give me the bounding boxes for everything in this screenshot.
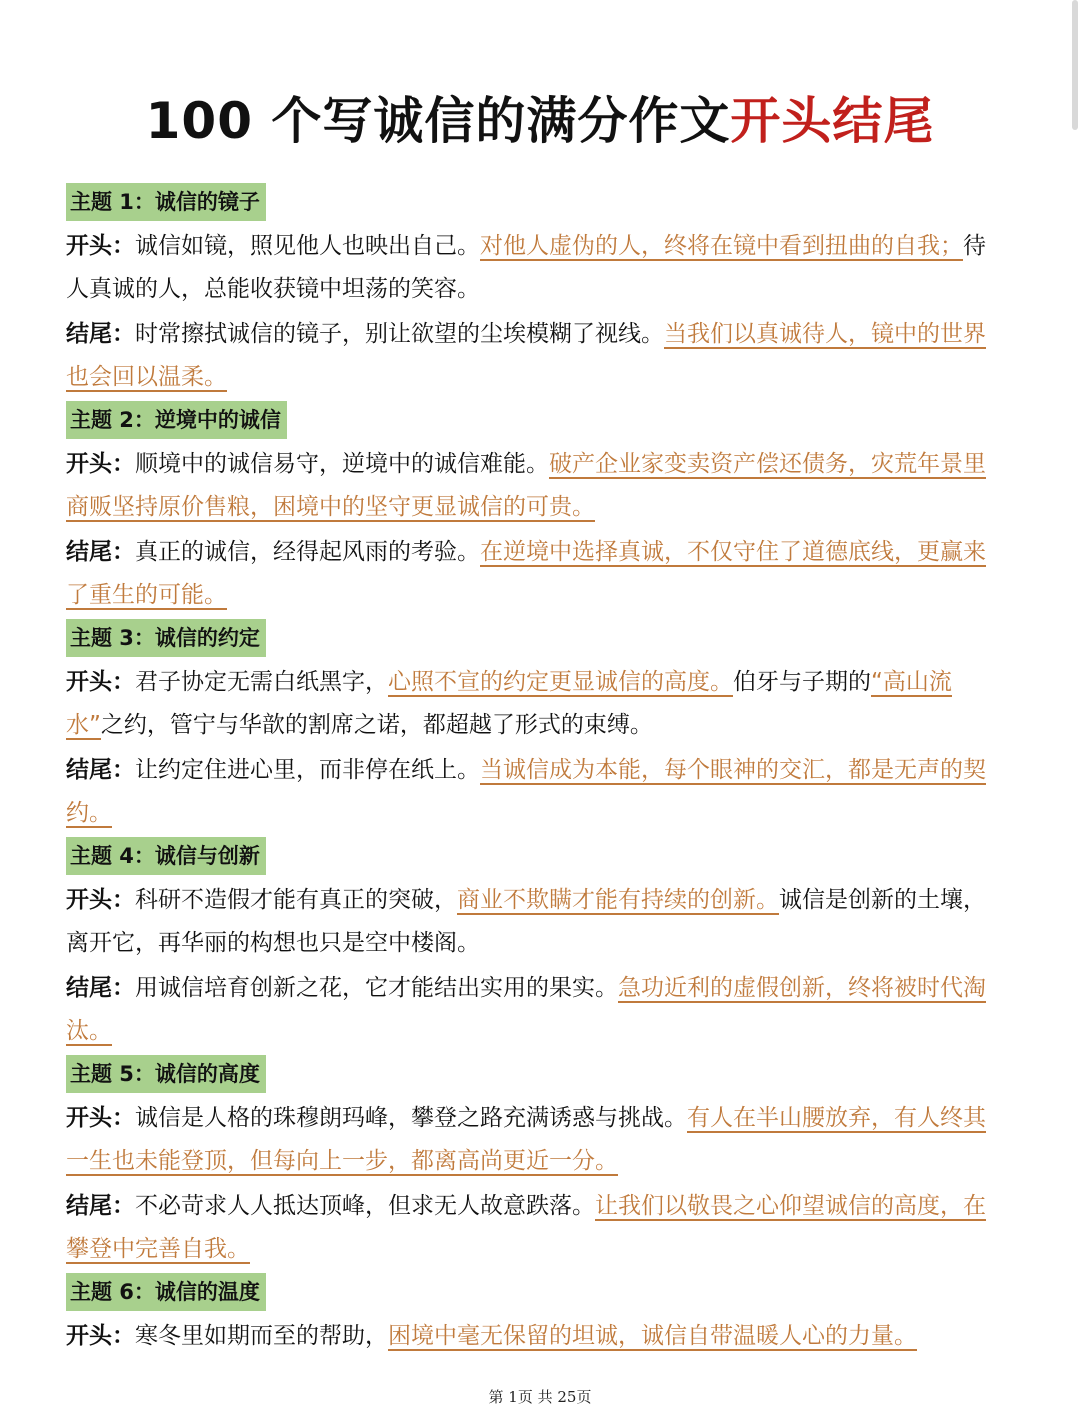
ending-label: 结尾： [66, 975, 135, 1001]
ending-text: 让约定住进心里，而非停在纸上。 [135, 757, 480, 783]
ending-text: 用诚信培育创新之花，它才能结出实用的果实。 [135, 975, 618, 1001]
theme-section [66, 1055, 1008, 1271]
theme-heading: 主题 6：诚信的温度 [66, 1273, 266, 1311]
opening-paragraph [66, 1097, 1008, 1183]
ending-paragraph [66, 531, 1008, 617]
highlighted-text: 当我们以真诚待人，镜中的世界也会回以温柔。 [66, 321, 986, 390]
ending-text: 时常擦拭诚信的镜子，别让欲望的尘埃模糊了视线。 [135, 321, 664, 347]
opening-text: 科研不造假才能有真正的突破， [135, 887, 457, 913]
opening-paragraph [66, 225, 1008, 311]
opening-tail-text: 伯牙与子期的 [733, 669, 871, 695]
highlighted-text: 商业不欺瞒才能有持续的创新。 [457, 887, 779, 913]
opening-label: 开头： [66, 669, 135, 695]
theme-heading: 主题 3：诚信的约定 [66, 619, 266, 657]
theme-section [66, 619, 1008, 835]
ending-paragraph [66, 967, 1008, 1053]
opening-tail-text: 诚信是创新的土壤，离开它，再华丽的构想也只是空中楼阁。 [66, 887, 986, 956]
opening-text: 君子协定无需白纸黑字， [135, 669, 388, 695]
ending-paragraph [66, 1185, 1008, 1271]
highlighted-text: 让我们以敬畏之心仰望诚信的高度，在攀登中完善自我。 [66, 1193, 986, 1262]
opening-label: 开头： [66, 233, 135, 259]
highlighted-text: 对他人虚伪的人，终将在镜中看到扭曲的自我； [480, 233, 963, 259]
theme-section [66, 1273, 1008, 1358]
ending-paragraph [66, 749, 1008, 835]
opening-paragraph [66, 661, 1008, 747]
page-number-footer: 第 1页 共 25页 [488, 1388, 592, 1406]
opening-text: 寒冬里如期而至的帮助， [135, 1323, 388, 1349]
highlighted-text: 破产企业家变卖资产偿还债务，灾荒年景里商贩坚持原价售粮，困境中的坚守更显诚信的可贵。 [66, 451, 986, 520]
theme-heading: 主题 2：逆境中的诚信 [66, 401, 287, 439]
theme-heading: 主题 1：诚信的镜子 [66, 183, 266, 221]
opening-label: 开头： [66, 887, 135, 913]
ending-label: 结尾： [66, 1193, 135, 1219]
opening-paragraph [66, 1315, 1008, 1358]
opening-text: 诚信如镜，照见他人也映出自己。 [135, 233, 480, 259]
title-accent: 开头结尾 [730, 92, 935, 150]
theme-section [66, 183, 1008, 399]
highlighted-text: 困境中毫无保留的坦诚，诚信自带温暖人心的力量。 [388, 1323, 917, 1349]
theme-section [66, 401, 1008, 617]
highlighted-text: 心照不宣的约定更显诚信的高度。 [388, 669, 733, 695]
opening-label: 开头： [66, 1323, 135, 1349]
highlighted-text: 有人在半山腰放弃，有人终其一生也未能登顶，但每向上一步，都离高尚更近一分。 [66, 1105, 986, 1174]
opening-label: 开头： [66, 451, 135, 477]
highlighted-text: “高山流水” [66, 669, 952, 738]
opening-text: 诚信是人格的珠穆朗玛峰，攀登之路充满诱惑与挑战。 [135, 1105, 687, 1131]
opening-tail-text: 待人真诚的人，总能收获镜中坦荡的笑容。 [66, 233, 986, 302]
opening-paragraph [66, 443, 1008, 529]
title-main: 100 个写诚信的满分作文 [145, 92, 731, 150]
highlighted-text: 急功近利的虚假创新，终将被时代淘汰。 [66, 975, 986, 1044]
ending-label: 结尾： [66, 539, 135, 565]
page-title [0, 86, 1080, 156]
ending-label: 结尾： [66, 757, 135, 783]
highlighted-text: 在逆境中选择真诚，不仅守住了道德底线，更赢来了重生的可能。 [66, 539, 986, 608]
opening-tail-text: 之约，管宁与华歆的割席之诺，都超越了形式的束缚。 [100, 712, 653, 738]
ending-label: 结尾： [66, 321, 135, 347]
opening-text: 顺境中的诚信易守，逆境中的诚信难能。 [135, 451, 549, 477]
ending-text: 不必苛求人人抵达顶峰，但求无人故意跌落。 [135, 1193, 595, 1219]
ending-text: 真正的诚信，经得起风雨的考验。 [135, 539, 480, 565]
highlighted-text: 当诚信成为本能，每个眼神的交汇，都是无声的契约。 [66, 757, 986, 826]
theme-heading: 主题 4：诚信与创新 [66, 837, 266, 875]
theme-section [66, 837, 1008, 1053]
theme-heading: 主题 5：诚信的高度 [66, 1055, 266, 1093]
opening-paragraph [66, 879, 1008, 965]
document-body [66, 183, 1008, 1360]
opening-label: 开头： [66, 1105, 135, 1131]
ending-paragraph [66, 313, 1008, 399]
